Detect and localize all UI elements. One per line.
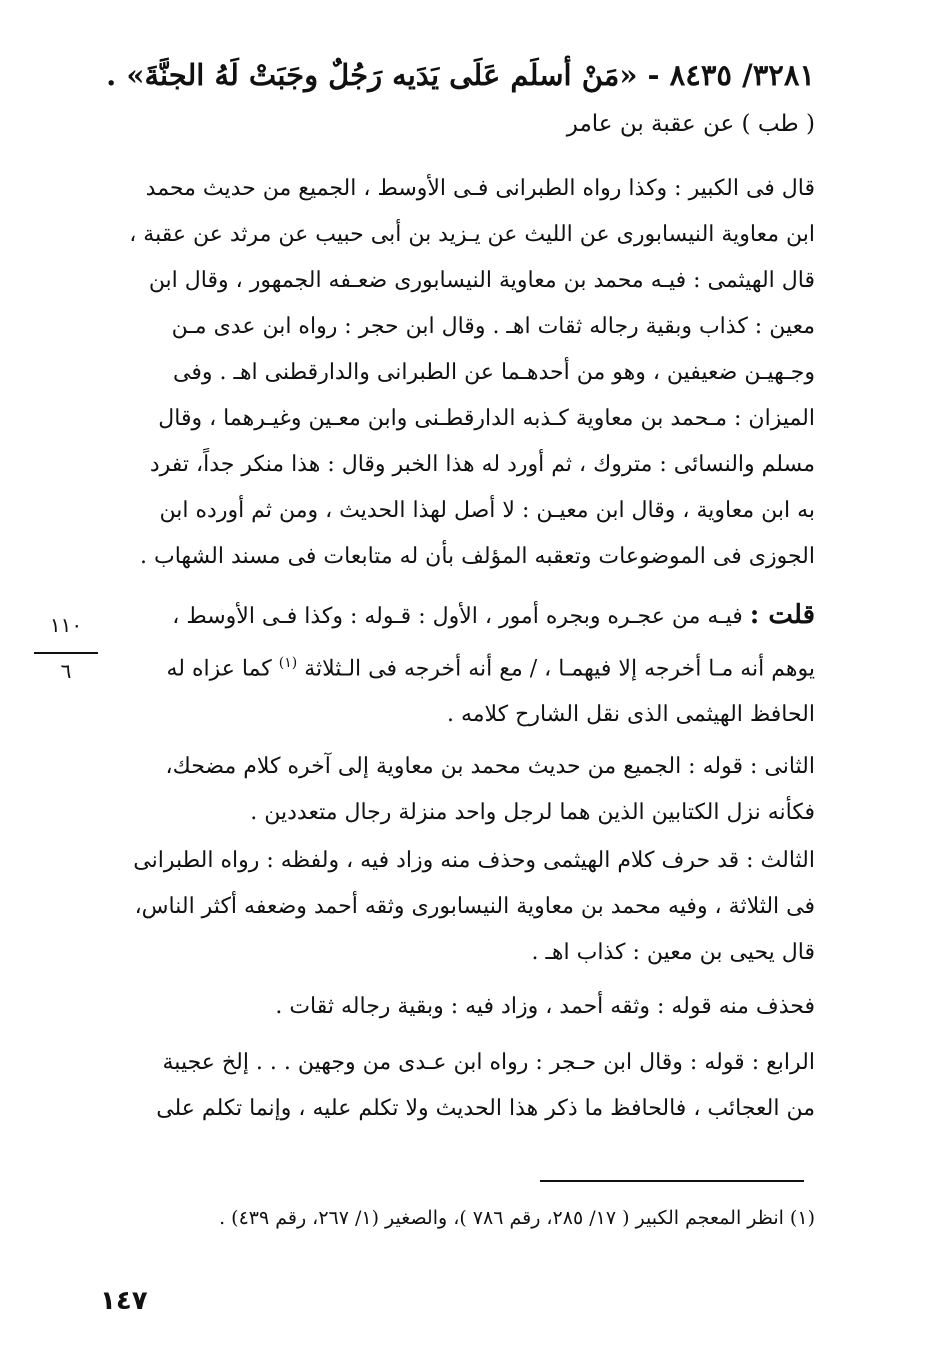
qult-line-3: الحافظ الهيثمى الذى نقل الشارح كلامه . <box>446 702 815 728</box>
hadith-text: ٣٢٨١/ ٨٤٣٥ - «مَنْ أسلَم عَلَى يَدَيه رَجُلٌ وجَبَتْ لَهُ الجنَّةَ» . <box>106 58 815 92</box>
qult-line-1-text: فيـه من عجـره وبجره أمور ، الأول : قـوله : وكذا فـى الأوسط ، <box>172 604 750 629</box>
page-number: ١٤٧ <box>100 1286 148 1316</box>
hadith-block <box>100 48 815 146</box>
kabir-line-8: به ابن معاوية ، وقال ابن معيـن : لا أصل لهذا الحديث ، ومن ثم أورده ابن <box>159 498 815 523</box>
kabir-line-1: قال فى الكبير : وكذا رواه الطبرانى فـى الأوسط ، الجميع من حديث محمد <box>145 176 815 201</box>
qult-paragraph <box>100 592 815 738</box>
margin-rule <box>34 652 98 654</box>
fourth-line-1: الرابع : قوله : وقال ابن حـجر : رواه ابن عـدى من وجهين . . . إلخ عجيبة <box>162 1050 815 1075</box>
kabir-paragraph <box>100 166 815 580</box>
kabir-line-7: مسلم والنسائى : متروك ، ثم أورد له هذا الخبر وقال : هذا منكر جداً، تفرد <box>149 452 815 477</box>
second-point-paragraph <box>100 744 815 836</box>
deletion-paragraph <box>100 984 815 1030</box>
third-line-1: الثالث : قد حرف كلام الهيثمى وحذف منه وزاد فيه ، ولفظه : رواه الطبرانى <box>133 848 815 873</box>
second-line-1: الثانى : قوله : الجميع من حديث محمد بن معاوية إلى آخره كلام مضحك، <box>165 754 815 779</box>
kabir-line-2: ابن معاوية النيسابورى عن الليث عن يـزيد بن أبى حبيب عن مرثد عن عقبة ، <box>129 222 815 247</box>
second-line-2: فكأنه نزل الكتابين الذين هما لرجل واحد منزلة رجال متعددين . <box>250 800 815 825</box>
deletion-line: فحذف منه قوله : وثقه أحمد ، وزاد فيه : وبقية رجاله ثقات . <box>275 994 815 1019</box>
qult-line-2 <box>100 640 815 692</box>
qult-line-2-before: يوهم أنه مـا أخرجه إلا فيهمـا ، / مع أنه أخرجه فى الـثلاثة <box>297 656 815 682</box>
qult-line-2-after: كما عزاه له <box>166 656 279 682</box>
qult-lead: قلت : <box>749 600 815 630</box>
kabir-line-3: قال الهيثمى : فيـه محمد بن معاوية النيسابورى ضعـفه الجمهور ، وقال ابن <box>148 268 815 293</box>
margin-number-bottom: ٦ <box>60 659 72 683</box>
kabir-line-6: الميزان : مـحمد بن معاوية كـذبه الدارقطـنى وابن معـين وغيـرهما ، وقال <box>158 406 815 431</box>
third-line-2: فى الثلاثة ، وفيه محمد بن معاوية النيسابورى وثقه أحمد وضعفه أكثر الناس، <box>134 894 815 919</box>
fourth-line-2: من العجائب ، فالحافظ ما ذكر هذا الحديث ولا تكلم عليه ، وإنما تكلم على <box>156 1096 815 1121</box>
footnote: (١) انظر المعجم الكبير ( ١٧/ ٢٨٥، رقم ٧٨٦ )، والصغير (١/ ٢٦٧، رقم ٤٣٩) . <box>219 1207 815 1229</box>
footnote-ref: (١) <box>278 655 298 671</box>
third-line-3: قال يحيى بن معين : كذاب اهـ . <box>531 940 815 965</box>
third-point-paragraph <box>100 838 815 976</box>
margin-number-top: ١١٠ <box>49 613 83 637</box>
margin-page-reference <box>30 612 102 682</box>
qult-line-1 <box>100 592 815 640</box>
kabir-line-5: وجـهيـن ضعيفين ، وهو من أحدهـما عن الطبرانى والدارقطنى اهـ . وفى <box>173 360 815 385</box>
kabir-line-4: معين : كذاب وبقية رجاله ثقات اهـ . وقال ابن حجر : رواه ابن عدى مـن <box>171 314 815 339</box>
footnote-separator <box>540 1180 804 1182</box>
fourth-point-paragraph <box>100 1040 815 1132</box>
hadith-source: ( طب ) عن عقبة بن عامر <box>566 111 815 137</box>
kabir-line-9: الجوزى فى الموضوعات وتعقبه المؤلف بأن له متابعات فى مسند الشهاب . <box>140 544 815 569</box>
